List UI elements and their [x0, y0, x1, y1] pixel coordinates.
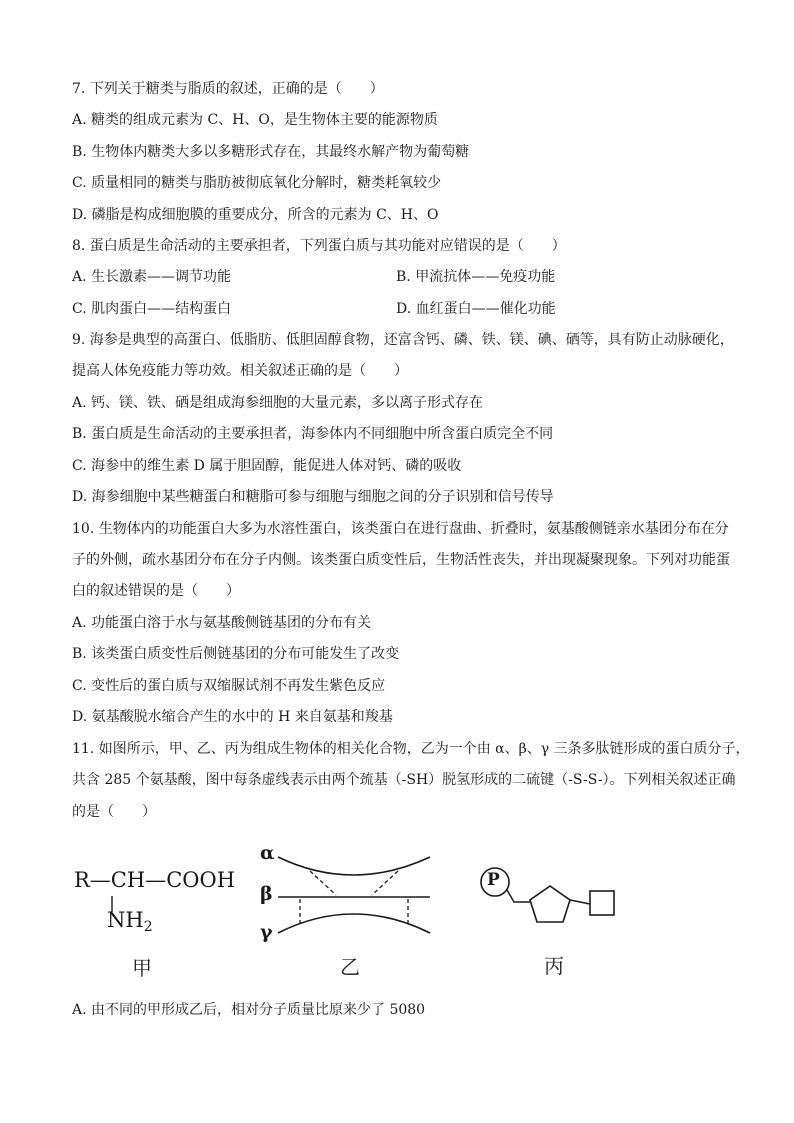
jia-bond-line — [74, 862, 244, 972]
yi-disulfide-bond-1 — [310, 871, 336, 895]
q7-option-d: D. 磷脂是构成细胞膜的重要成分，所含的元素为 C、H、O — [72, 207, 439, 223]
q10-stem-line3: 白的叙述错误的是（ ） — [72, 583, 240, 599]
q8-option-b: B. 甲流抗体——免疫功能 — [396, 269, 556, 285]
bing-label: 丙 — [544, 954, 564, 978]
q9-option-b: B. 蛋白质是生命活动的主要承担者，海参体内不同细胞中所含蛋白质完全不同 — [72, 426, 554, 442]
q11-stem-line3: 的是（ ） — [72, 804, 156, 820]
q9-option-d: D. 海参细胞中某些糖蛋白和糖脂可参与细胞与细胞之间的分子识别和信号传导 — [72, 489, 554, 505]
q8-option-a: A. 生长激素——调节功能 — [72, 269, 232, 285]
bing-pentose-ring — [530, 886, 570, 922]
bing-nucleotide-diagram — [478, 860, 628, 945]
jia-formula-main: R—CH—COOH — [74, 868, 236, 892]
q10-option-c: C. 变性后的蛋白质与双缩脲试剂不再发生紫色反应 — [72, 678, 386, 694]
q9-stem-line1: 9. 海参是典型的高蛋白、低脂肪、低胆固醇食物，还富含钙、磷、铁、镁、碘、硒等，具有防止动脉硬化， — [72, 332, 734, 348]
q8-option-d: D. 血红蛋白——催化功能 — [396, 301, 556, 317]
bing-base-square — [590, 891, 614, 915]
yi-beta-label: β — [260, 883, 273, 905]
q11-stem-line2: 共含 285 个氨基酸，图中每条虚线表示由两个巯基（-SH）脱氢形成的二硫键（-S-S-）。下列相关叙述正确 — [72, 772, 736, 788]
yi-alpha-chain — [278, 857, 430, 875]
q10-option-d: D. 氨基酸脱水缩合产生的水中的 H 来自氨基和羧基 — [72, 709, 393, 725]
q10-stem-line2: 子的外侧，疏水基团分布在分子内侧。该类蛋白质变性后，生物活性丧失，并出现凝聚现象。下列对功能蛋 — [72, 552, 730, 568]
yi-gamma-label: γ — [260, 921, 273, 943]
q7-option-a: A. 糖类的组成元素为 C、H、O，是生物体主要的能源物质 — [72, 112, 438, 128]
yi-gamma-chain — [278, 914, 430, 933]
bing-bond-right — [570, 900, 590, 904]
q10-option-b: B. 该类蛋白质变性后侧链基团的分布可能发生了改变 — [72, 646, 400, 662]
figure-jia — [74, 862, 244, 980]
q11-stem-line1: 11. 如图所示，甲、乙、丙为组成生物体的相关化合物，乙为一个由 α、β、γ 三条多肽链形成的蛋白质分子， — [72, 741, 750, 757]
q8-stem: 8. 蛋白质是生命活动的主要承担者，下列蛋白质与其功能对应错误的是（ ） — [72, 238, 566, 254]
yi-alpha-label: α — [260, 842, 275, 864]
yi-label: 乙 — [340, 955, 360, 979]
jia-subscript: 2 — [143, 919, 153, 935]
q9-stem-line2: 提高人体免疫能力等功效。相关叙述正确的是（ ） — [72, 363, 408, 379]
figure-bing — [478, 860, 628, 978]
q10-option-a: A. 功能蛋白溶于水与氨基酸侧链基团的分布有关 — [72, 615, 372, 631]
bing-bond-left — [507, 890, 530, 902]
jia-amino-group — [107, 908, 153, 935]
jia-formula-sub: NH — [107, 908, 144, 932]
bing-phosphate-label: P — [487, 870, 500, 890]
q11-option-a: A. 由不同的甲形成乙后，相对分子质量比原来少了 5080 — [72, 1002, 426, 1018]
figure-yi — [258, 842, 438, 979]
yi-chains-diagram — [258, 845, 438, 955]
jia-label: 甲 — [132, 956, 152, 980]
q7-stem: 7. 下列关于糖类与脂质的叙述，正确的是（ ） — [72, 81, 384, 97]
q8-option-c: C. 肌肉蛋白——结构蛋白 — [72, 301, 232, 317]
q10-stem-line1: 10. 生物体内的功能蛋白大多为水溶性蛋白，该类蛋白在进行盘曲、折叠时，氨基酸侧链亲水基团分布在分 — [72, 521, 729, 537]
yi-disulfide-bond-2 — [372, 871, 398, 895]
q7-option-b: B. 生物体内糖类大多以多糖形式存在，其最终水解产物为葡萄糖 — [72, 144, 470, 160]
q7-option-c: C. 质量相同的糖类与脂肪被彻底氧化分解时，糖类耗氧较少 — [72, 175, 442, 191]
q9-option-c: C. 海参中的维生素 D 属于胆固醇，能促进人体对钙、磷的吸收 — [72, 458, 462, 474]
q9-option-a: A. 钙、镁、铁、硒是组成海参细胞的大量元素，多以离子形式存在 — [72, 395, 484, 411]
